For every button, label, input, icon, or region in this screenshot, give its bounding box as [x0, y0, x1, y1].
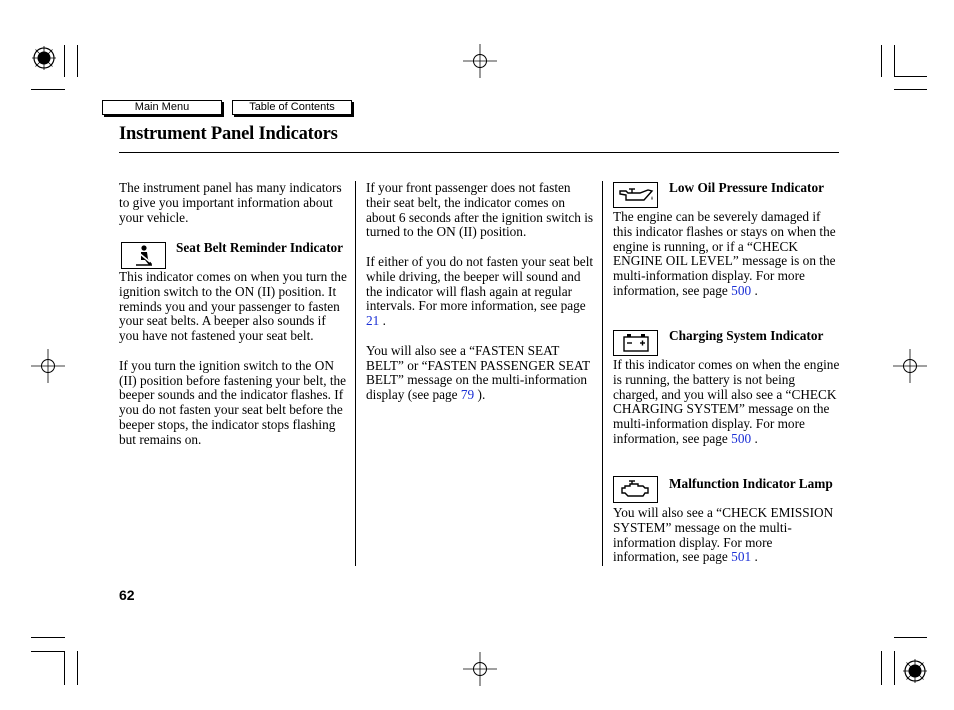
oil-pressure-indicator-box [613, 182, 658, 208]
crosshair-icon [463, 652, 497, 686]
battery-icon [614, 331, 657, 355]
malfunction-paragraph: You will also see a “CHECK EMISSION SYSTEM” message on the multi-information display. For more information, see page 501 . [613, 505, 834, 565]
crop-mark [31, 89, 65, 90]
seat-belt-heading: Seat Belt Reminder Indicator [176, 240, 344, 255]
column-1-body [119, 270, 347, 448]
oil-can-icon [614, 183, 657, 207]
crop-mark [881, 45, 882, 77]
driving-paragraph: If either of you do not fasten your seat belt while driving, the beeper will sound and the indicator will flash again at regular intervals. For more information, see page 21 . [366, 253, 594, 329]
page-number: 62 [119, 587, 135, 603]
mil-heading-block [669, 476, 839, 491]
crop-mark [881, 651, 882, 685]
crop-mark [894, 76, 927, 77]
column-divider [602, 181, 603, 566]
page-500-link[interactable]: 500 [731, 430, 752, 446]
column-2 [366, 181, 594, 403]
fasten-message-paragraph: You will also see a “FASTEN SEAT BELT” or “FASTEN PASSENGER SEAT BELT” message on the multi-information display (see page 79 ). [366, 342, 590, 403]
page-500-link[interactable]: 500 [731, 282, 752, 298]
title-divider [119, 152, 839, 153]
column-1 [119, 181, 347, 225]
seat-belt-paragraph-1: This indicator comes on when you turn the ignition switch to the ON (II) position. It reminds you and your passenger to fasten your seat belts. A beeper also sounds if you have not fastened your seat belt. [119, 269, 347, 344]
crop-mark [77, 45, 78, 77]
table-of-contents-button[interactable]: Table of Contents [232, 100, 352, 115]
column-divider [355, 181, 356, 566]
malfunction-indicator-box [613, 476, 658, 503]
intro-paragraph: The instrument panel has many indicators to give you important information about your vehicle. [119, 180, 342, 225]
oil-pressure-paragraph: The engine can be severely damaged if this indicator flashes or stays on when the engine is running, or if a “CHECK ENGINE OIL LEVEL” message is on the multi-information display. For more information, see page 500 . [613, 209, 836, 298]
crosshair-icon [463, 44, 497, 78]
crosshair-icon [893, 349, 927, 383]
main-menu-button[interactable]: Main Menu [102, 100, 222, 115]
registration-mark-icon [902, 658, 928, 684]
charging-heading: Charging System Indicator [669, 328, 824, 343]
crosshair-icon [31, 349, 65, 383]
crop-mark [894, 89, 927, 90]
seat-belt-icon [122, 243, 165, 268]
oil-heading-block [669, 180, 839, 195]
charging-paragraph: If this indicator comes on when the engine is running, the battery is not being charged, and you will also see a “CHECK CHARGING SYSTEM” message on the multi-information display. For more information, see page 500 . [613, 357, 840, 446]
charging-heading-block [669, 328, 839, 343]
registration-mark-icon [31, 45, 57, 71]
crop-mark [31, 637, 65, 638]
page-title: Instrument Panel Indicators [119, 124, 338, 144]
page-501-link[interactable]: 501 [731, 549, 752, 565]
crop-mark [64, 45, 65, 77]
crop-mark [77, 651, 78, 685]
crop-mark [64, 651, 65, 685]
crop-mark [894, 637, 927, 638]
crop-mark [31, 651, 65, 652]
mil-body [613, 506, 841, 565]
crop-mark [894, 651, 895, 685]
passenger-paragraph: If your front passenger does not fasten their seat belt, the indicator comes on about 6 seconds after the ignition switch is turned to the ON (II) position. [366, 180, 594, 240]
charging-body [613, 358, 841, 447]
seat-belt-indicator-box [121, 242, 166, 269]
crop-mark [894, 45, 895, 77]
engine-icon [614, 477, 657, 502]
oil-body [613, 210, 841, 299]
seat-belt-heading-block [176, 240, 346, 255]
page-21-link[interactable]: 21 [366, 313, 380, 329]
page-79-link[interactable]: 79 [460, 387, 475, 403]
charging-indicator-box [613, 330, 658, 356]
malfunction-heading: Malfunction Indicator Lamp [669, 476, 833, 491]
oil-pressure-heading: Low Oil Pressure Indicator [669, 180, 825, 195]
seat-belt-paragraph-2: If you turn the ignition switch to the ON (II) position before fastening your belt, the beeper sounds and the indicator flashes. If you do not fasten your seat belt before the beeper stops, the indicator stops flashing but remains on. [119, 357, 347, 447]
